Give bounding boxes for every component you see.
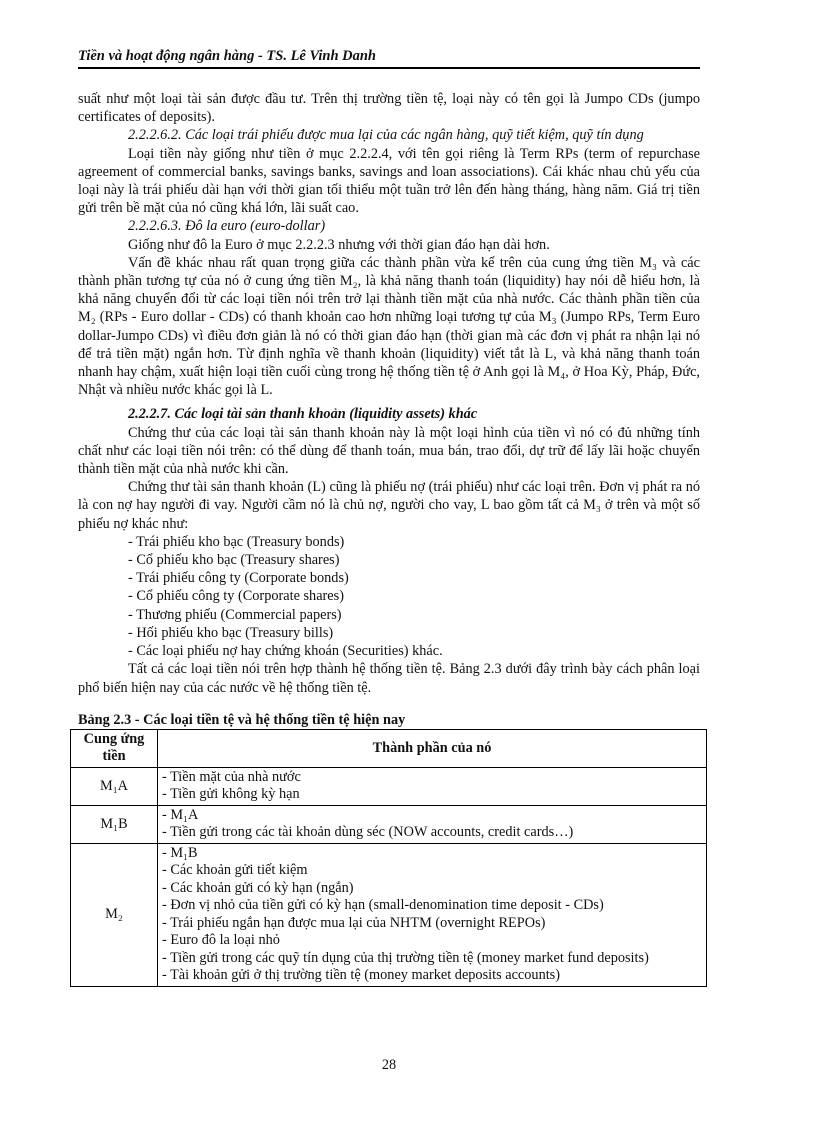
- list-item: - Cổ phiếu công ty (Corporate shares): [128, 588, 344, 605]
- supply-code: M₂: [71, 843, 158, 986]
- components-cell: [158, 805, 707, 843]
- paragraph: suất như một loại tài sản được đầu tư. Trên thị trường tiền tệ, loại này có tên gọi là Jumpo CDs (jumpo certificates of deposits).: [78, 91, 700, 126]
- list-item: - Cổ phiếu kho bạc (Treasury shares): [128, 552, 340, 569]
- column-header-supply: Cung ứng tiền: [71, 729, 158, 767]
- section-heading: 2.2.2.7. Các loại tài sản thanh khoản (liquidity assets) khác: [128, 406, 478, 423]
- component-item: - Tiền mặt của nhà nước: [162, 768, 301, 785]
- paragraph: Tất cả các loại tiền nói trên hợp thành hệ thống tiền tệ. Bảng 2.3 dưới đây trình bày cách phân loại phổ biến hiện nay của các nước về hệ thống tiền tệ.: [78, 661, 700, 696]
- component-item: - Tiền gửi trong các quỹ tín dụng của thị trường tiền tệ (money market fund deposits): [162, 949, 649, 966]
- paragraph: Giống như đô la Euro ở mục 2.2.2.3 nhưng với thời gian đáo hạn dài hơn.: [128, 236, 550, 253]
- component-item: - Các khoản gửi tiết kiệm: [162, 862, 308, 879]
- page-number: 28: [381, 1057, 397, 1073]
- component-item: - Đơn vị nhỏ của tiền gửi có kỳ hạn (small-denomination time deposit - CDs): [162, 897, 604, 914]
- component-item: - M₁B: [162, 844, 198, 861]
- list-item: - Trái phiếu công ty (Corporate bonds): [128, 570, 349, 587]
- list-item: - Thương phiếu (Commercial papers): [128, 606, 342, 623]
- body-text: [78, 90, 700, 987]
- paragraph: Loại tiền này giống như tiền ở mục 2.2.2.4, với tên gọi riêng là Term RPs (term of repurchase agreement of commercial banks, savings banks, savings and loan associations). Cái khác nhau chủ yếu của loại này là trái phiếu dài hạn với thời gian tối thiểu một tuần trở lên đến hàng tháng, hàng năm. Giá trị tiền gửi trên bề mặt của nó cũng khá lớn, lãi suất cao.: [78, 145, 700, 217]
- running-header: Tiền và hoạt động ngân hàng - TS. Lê Vinh Danh: [78, 48, 700, 69]
- component-item: - Tài khoản gửi ở thị trường tiền tệ (money market deposits accounts): [162, 967, 561, 984]
- supply-code: M₁B: [71, 805, 158, 843]
- table-title: Bảng 2.3 - Các loại tiền tệ và hệ thống tiền tệ hiện nay: [78, 711, 406, 728]
- list-item: - Hối phiếu kho bạc (Treasury bills): [128, 624, 334, 641]
- paragraph: Chứng thư của các loại tài sản thanh khoản này là một loại hình của tiền vì nó có đủ những tính chất như các loại tiền nói trên: có thể dùng để thanh toán, mua bán, trao đổi, dự trữ để lấy lãi hoặc chuyển thành tiền mặt của nhà nước khi cần.: [78, 424, 700, 478]
- table-header-row: [71, 729, 707, 767]
- table-row: [71, 767, 707, 805]
- component-item: - Euro đô la loại nhỏ: [162, 932, 280, 949]
- section-heading: 2.2.2.6.2. Các loại trái phiếu được mua lại của các ngân hàng, quỹ tiết kiệm, quỹ tín dụng: [128, 127, 644, 144]
- component-item: - Tiền gửi không kỳ hạn: [162, 786, 300, 803]
- supply-code: M₁A: [71, 767, 158, 805]
- component-item: - Tiền gửi trong các tài khoản dùng séc (NOW accounts, credit cards…): [162, 824, 574, 841]
- paragraph: Vấn đề khác nhau rất quan trọng giữa các thành phần vừa kể trên của cung ứng tiền M₃ và các thành phần tương tự của nó ở cung ứng tiền M₂, là khả năng thanh toán (liquidity) hay nói dễ hiểu hơn, là khả năng chuyển đổi từ các loại tiền nói trên trở lại thành tiền mặt của nhà nước. Các thành phần tiền của M₂ (RPs - Euro dollar - CDs) có thanh khoản cao hơn những loại tương tự của M₃ (Jumpo RPs, Term Euro dollar-Jumpo CDs) vì điều đơn giản là nó có thời gian đáo hạn (thời gian mà các đơn vị phát ra nhận lại nó để trả tiền mặt) ngắn hơn. Từ định nghĩa về thanh khoản (liquidity) viết tắt là L, và khả năng thanh toán nhanh hay chậm, xuất hiện loại tiền cuối cùng trong hệ thống tiền tệ ở Anh gọi là M₄, ở Hoa Kỳ, Pháp, Đức, Nhật và nhiều nước khác gọi là L.: [78, 254, 700, 399]
- paragraph: Chứng thư tài sản thanh khoản (L) cũng là phiếu nợ (trái phiếu) như các loại trên. Đơn vị phát ra nó là con nợ hay người đi vay. Người cầm nó là chủ nợ, người cho vay, L bao gồm tất cả M₃ ở trên và một số phiếu nợ khác như:: [78, 479, 700, 532]
- component-item: - Các khoản gửi có kỳ hạn (ngắn): [162, 879, 354, 896]
- money-supply-table: [70, 729, 707, 987]
- table-row: [71, 843, 707, 986]
- list-item: - Trái phiếu kho bạc (Treasury bonds): [128, 533, 345, 550]
- list-item: - Các loại phiếu nợ hay chứng khoán (Securities) khác.: [128, 643, 443, 660]
- components-cell: [158, 767, 707, 805]
- components-cell: [158, 843, 707, 986]
- component-item: - Trái phiếu ngắn hạn được mua lại của NHTM (overnight REPOs): [162, 914, 546, 931]
- component-item: - M₁A: [162, 806, 199, 823]
- section-heading: 2.2.2.6.3. Đô la euro (euro-dollar): [128, 218, 326, 235]
- table-row: [71, 805, 707, 843]
- column-header-components: Thành phần của nó: [158, 729, 707, 767]
